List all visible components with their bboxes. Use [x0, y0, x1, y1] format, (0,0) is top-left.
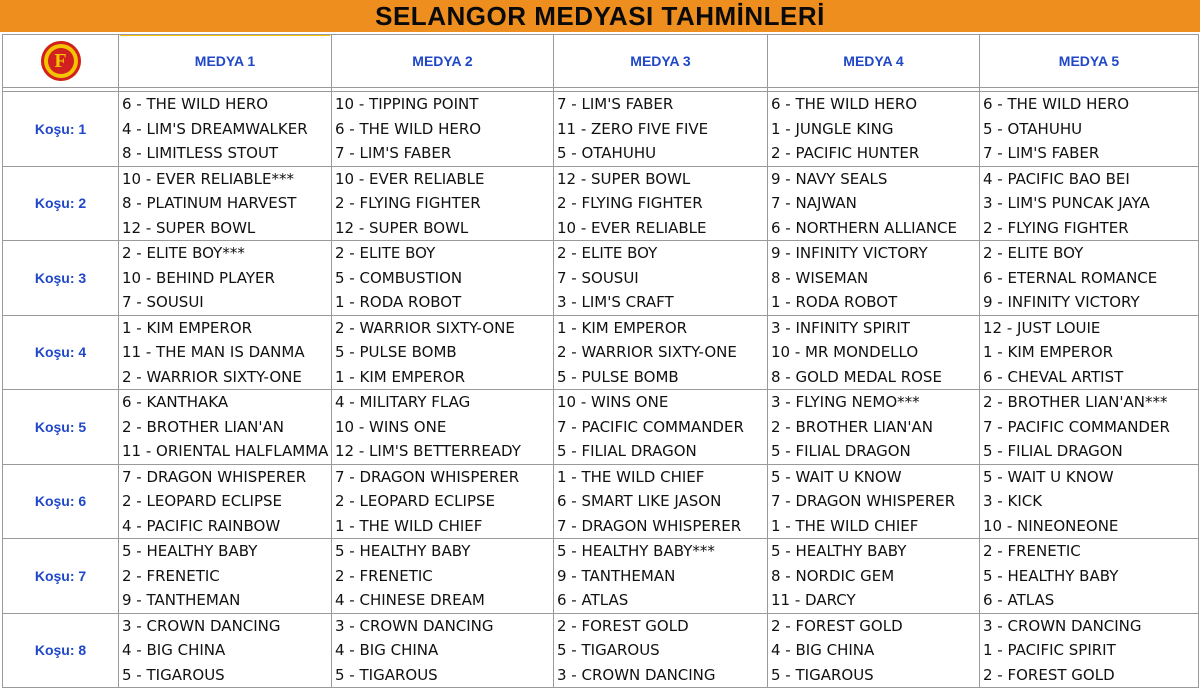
- horse-pick: 10 - BEHIND PLAYER: [122, 268, 275, 287]
- horse-pick: 6 - ETERNAL ROMANCE: [983, 268, 1158, 287]
- horse-pick: 1 - THE WILD CHIEF: [771, 516, 919, 535]
- horse-pick: 4 - BIG CHINA: [771, 641, 875, 659]
- column-header-medya-1: MEDYA 1: [119, 35, 332, 88]
- logo-cell: [3, 35, 119, 88]
- race-label: Koşu: 2: [3, 166, 119, 241]
- horse-pick: 1 - JUNGLE KING: [771, 119, 894, 138]
- prediction-cell-medya-2: [332, 166, 554, 241]
- prediction-cell-medya-4: [768, 92, 980, 167]
- horse-pick: 4 - BIG CHINA: [122, 641, 226, 659]
- horse-pick: 5 - TIGAROUS: [557, 641, 660, 659]
- horse-pick: 12 - JUST LOUIE: [983, 318, 1101, 337]
- horse-pick: 1 - THE WILD CHIEF: [335, 516, 483, 535]
- horse-pick: 9 - NAVY SEALS: [771, 169, 888, 188]
- prediction-cell-medya-4: [768, 613, 980, 688]
- horse-pick: 10 - MR MONDELLO: [771, 343, 919, 361]
- horse-pick: 9 - TANTHEMAN: [122, 591, 241, 609]
- horse-pick: 2 - FRENETIC: [122, 566, 220, 585]
- horse-pick: 3 - CROWN DANCING: [122, 616, 281, 635]
- horse-pick: 7 - PACIFIC COMMANDER: [557, 417, 744, 436]
- prediction-cell-medya-4: [768, 390, 980, 465]
- horse-pick: 6 - THE WILD HERO: [983, 95, 1130, 113]
- horse-pick: 3 - KICK: [983, 492, 1043, 510]
- prediction-cell-medya-5: [980, 241, 1199, 316]
- prediction-cell-medya-5: [980, 166, 1199, 241]
- horse-pick: 1 - KIM EMPEROR: [983, 343, 1114, 361]
- prediction-cell-medya-3: [554, 315, 768, 390]
- horse-pick: 5 - HEALTHY BABY: [335, 542, 471, 560]
- prediction-cell-medya-4: [768, 315, 980, 390]
- horse-pick: 4 - MILITARY FLAG: [335, 393, 471, 411]
- horse-pick: 1 - RODA ROBOT: [335, 293, 462, 311]
- horse-pick: 6 - ATLAS: [983, 591, 1055, 609]
- horse-pick: 5 - TIGAROUS: [122, 665, 225, 684]
- horse-pick: 7 - PACIFIC COMMANDER: [983, 417, 1170, 436]
- prediction-cell-medya-3: [554, 539, 768, 614]
- horse-pick: 2 - FLYING FIGHTER: [557, 194, 703, 212]
- horse-pick: 7 - DRAGON WHISPERER: [557, 516, 742, 535]
- horse-pick: 6 - SMART LIKE JASON: [557, 492, 722, 510]
- horse-pick: 7 - SOUSUI: [557, 268, 639, 287]
- horse-pick: 9 - TANTHEMAN: [557, 566, 676, 585]
- race-row: [3, 390, 1199, 465]
- horse-pick: 12 - SUPER BOWL: [335, 218, 469, 237]
- horse-pick: 2 - BROTHER LIAN'AN: [122, 417, 284, 436]
- prediction-cell-medya-4: [768, 464, 980, 539]
- horse-pick: 12 - SUPER BOWL: [557, 169, 691, 188]
- horse-pick: 6 - THE WILD HERO: [335, 119, 482, 138]
- horse-pick: 2 - WARRIOR SIXTY-ONE: [122, 367, 302, 386]
- prediction-cell-medya-2: [332, 92, 554, 167]
- race-row: [3, 539, 1199, 614]
- prediction-cell-medya-1: [119, 315, 332, 390]
- horse-pick: 7 - DRAGON WHISPERER: [122, 467, 307, 486]
- horse-pick: 9 - INFINITY VICTORY: [983, 293, 1140, 311]
- horse-pick: 5 - COMBUSTION: [335, 268, 463, 287]
- horse-pick: 2 - FOREST GOLD: [771, 616, 903, 635]
- horse-pick: 7 - LIM'S FABER: [557, 95, 674, 113]
- horse-pick: 2 - WARRIOR SIXTY-ONE: [335, 318, 515, 337]
- prediction-cell-medya-5: [980, 390, 1199, 465]
- horse-pick: 5 - WAIT U KNOW: [983, 467, 1114, 486]
- prediction-cell-medya-2: [332, 539, 554, 614]
- horse-pick: 2 - FRENETIC: [335, 566, 433, 585]
- prediction-cell-medya-2: [332, 613, 554, 688]
- horse-pick: 5 - TIGAROUS: [771, 665, 874, 684]
- prediction-cell-medya-3: [554, 166, 768, 241]
- race-label: Koşu: 3: [3, 241, 119, 316]
- race-row: [3, 613, 1199, 688]
- horse-pick: 5 - TIGAROUS: [335, 665, 438, 684]
- race-row: [3, 241, 1199, 316]
- horse-pick: 5 - HEALTHY BABY: [122, 542, 258, 560]
- horse-pick: 2 - LEOPARD ECLIPSE: [122, 492, 282, 510]
- horse-pick: 5 - HEALTHY BABY***: [557, 542, 715, 560]
- prediction-cell-medya-5: [980, 464, 1199, 539]
- horse-pick: 3 - LIM'S CRAFT: [557, 293, 674, 311]
- horse-pick: 2 - ELITE BOY: [557, 244, 658, 262]
- horse-pick: 3 - CROWN DANCING: [557, 665, 716, 684]
- horse-pick: 6 - ATLAS: [557, 591, 629, 609]
- prediction-cell-medya-3: [554, 390, 768, 465]
- prediction-cell-medya-3: [554, 464, 768, 539]
- horse-pick: 12 - SUPER BOWL: [122, 218, 256, 237]
- horse-pick: 7 - LIM'S FABER: [335, 144, 452, 162]
- horse-pick: 2 - ELITE BOY: [983, 244, 1084, 262]
- horse-pick: 3 - INFINITY SPIRIT: [771, 318, 910, 337]
- horse-pick: 3 - CROWN DANCING: [335, 616, 494, 635]
- horse-pick: 3 - CROWN DANCING: [983, 616, 1142, 635]
- race-label: Koşu: 7: [3, 539, 119, 614]
- prediction-cell-medya-4: [768, 539, 980, 614]
- horse-pick: 6 - THE WILD HERO: [771, 95, 918, 113]
- horse-pick: 2 - ELITE BOY: [335, 244, 436, 262]
- horse-pick: 7 - DRAGON WHISPERER: [335, 467, 520, 486]
- horse-pick: 2 - FLYING FIGHTER: [335, 194, 481, 212]
- horse-pick: 5 - OTAHUHU: [557, 144, 657, 162]
- horse-pick: 8 - WISEMAN: [771, 268, 869, 287]
- prediction-cell-medya-3: [554, 241, 768, 316]
- race-label: Koşu: 1: [3, 92, 119, 167]
- horse-pick: 11 - DARCY: [771, 591, 856, 609]
- horse-pick: 11 - ZERO FIVE FIVE: [557, 119, 709, 138]
- race-row: [3, 166, 1199, 241]
- horse-pick: 2 - FOREST GOLD: [983, 665, 1115, 684]
- horse-pick: 1 - PACIFIC SPIRIT: [983, 641, 1116, 659]
- prediction-cell-medya-5: [980, 613, 1199, 688]
- horse-pick: 2 - ELITE BOY***: [122, 244, 245, 262]
- horse-pick: 6 - CHEVAL ARTIST: [983, 367, 1124, 386]
- horse-pick: 10 - TIPPING POINT: [335, 95, 479, 113]
- horse-pick: 10 - WINS ONE: [557, 393, 669, 411]
- horse-pick: 2 - FOREST GOLD: [557, 616, 689, 635]
- horse-pick: 5 - PULSE BOMB: [557, 367, 679, 386]
- horse-pick: 11 - THE MAN IS DANMA: [122, 343, 305, 361]
- prediction-cell-medya-2: [332, 241, 554, 316]
- horse-pick: 8 - GOLD MEDAL ROSE: [771, 367, 942, 386]
- horse-pick: 5 - PULSE BOMB: [335, 343, 457, 361]
- prediction-cell-medya-1: [119, 539, 332, 614]
- horse-pick: 10 - NINEONEONE: [983, 516, 1119, 535]
- race-row: [3, 315, 1199, 390]
- horse-pick: 6 - NORTHERN ALLIANCE: [771, 218, 958, 237]
- horse-pick: 6 - THE WILD HERO: [122, 95, 269, 113]
- prediction-cell-medya-1: [119, 613, 332, 688]
- horse-pick: 10 - WINS ONE: [335, 417, 447, 436]
- race-row: [3, 464, 1199, 539]
- column-header-medya-3: MEDYA 3: [554, 35, 768, 88]
- horse-pick: 9 - INFINITY VICTORY: [771, 244, 928, 262]
- prediction-cell-medya-3: [554, 92, 768, 167]
- horse-pick: 6 - KANTHAKA: [122, 393, 229, 411]
- horse-pick: 10 - EVER RELIABLE: [335, 169, 485, 188]
- column-header-medya-5: MEDYA 5: [980, 35, 1199, 88]
- prediction-cell-medya-5: [980, 539, 1199, 614]
- horse-pick: 7 - LIM'S FABER: [983, 144, 1100, 162]
- horse-pick: 5 - FILIAL DRAGON: [557, 442, 697, 460]
- horse-pick: 12 - LIM'S BETTERREADY: [335, 442, 521, 460]
- column-header-medya-4: MEDYA 4: [768, 35, 980, 88]
- prediction-cell-medya-1: [119, 92, 332, 167]
- horse-pick: 5 - WAIT U KNOW: [771, 467, 902, 486]
- prediction-cell-medya-1: [119, 464, 332, 539]
- horse-pick: 5 - HEALTHY BABY: [771, 542, 907, 560]
- horse-pick: 3 - LIM'S PUNCAK JAYA: [983, 194, 1150, 212]
- horse-pick: 4 - PACIFIC RAINBOW: [122, 516, 281, 535]
- horse-pick: 5 - FILIAL DRAGON: [771, 442, 911, 460]
- prediction-cell-medya-2: [332, 390, 554, 465]
- horse-pick: 2 - BROTHER LIAN'AN***: [983, 393, 1168, 411]
- horse-pick: 8 - PLATINUM HARVEST: [122, 194, 297, 212]
- horse-pick: 2 - FRENETIC: [983, 542, 1081, 560]
- prediction-cell-medya-2: [332, 315, 554, 390]
- prediction-cell-medya-4: [768, 241, 980, 316]
- horse-pick: 7 - NAJWAN: [771, 194, 857, 212]
- horse-pick: 2 - WARRIOR SIXTY-ONE: [557, 343, 737, 361]
- horse-pick: 2 - BROTHER LIAN'AN: [771, 417, 933, 436]
- race-label: Koşu: 6: [3, 464, 119, 539]
- prediction-cell-medya-1: [119, 166, 332, 241]
- horse-pick: 2 - PACIFIC HUNTER: [771, 144, 920, 162]
- race-label: Koşu: 8: [3, 613, 119, 688]
- horse-pick: 7 - DRAGON WHISPERER: [771, 492, 956, 510]
- horse-pick: 5 - OTAHUHU: [983, 119, 1083, 138]
- prediction-cell-medya-5: [980, 315, 1199, 390]
- horse-pick: 5 - FILIAL DRAGON: [983, 442, 1123, 460]
- horse-pick: 10 - EVER RELIABLE***: [122, 169, 295, 188]
- horse-pick: 1 - KIM EMPEROR: [557, 318, 688, 337]
- prediction-cell-medya-5: [980, 92, 1199, 167]
- horse-pick: 5 - HEALTHY BABY: [983, 566, 1119, 585]
- horse-pick: 8 - LIMITLESS STOUT: [122, 144, 279, 162]
- race-row: [3, 92, 1199, 167]
- horse-pick: 4 - CHINESE DREAM: [335, 591, 485, 609]
- horse-pick: 4 - BIG CHINA: [335, 641, 439, 659]
- horse-pick: 11 - ORIENTAL HALFLAMMA: [122, 442, 329, 460]
- prediction-cell-medya-3: [554, 613, 768, 688]
- header-row: [3, 35, 1199, 88]
- race-label: Koşu: 4: [3, 315, 119, 390]
- horse-pick: 2 - LEOPARD ECLIPSE: [335, 492, 495, 510]
- horse-pick: 1 - KIM EMPEROR: [122, 318, 253, 337]
- prediction-cell-medya-2: [332, 464, 554, 539]
- horse-pick: 7 - SOUSUI: [122, 293, 204, 311]
- horse-pick: 4 - LIM'S DREAMWALKER: [122, 119, 308, 138]
- horse-pick: 1 - THE WILD CHIEF: [557, 467, 705, 486]
- horse-pick: 1 - KIM EMPEROR: [335, 367, 466, 386]
- column-header-medya-2: MEDYA 2: [332, 35, 554, 88]
- horse-racing-logo-icon: F: [41, 41, 81, 81]
- horse-pick: 4 - PACIFIC BAO BEI: [983, 169, 1130, 188]
- horse-pick: 1 - RODA ROBOT: [771, 293, 898, 311]
- race-label: Koşu: 5: [3, 390, 119, 465]
- prediction-cell-medya-1: [119, 241, 332, 316]
- predictions-table: [2, 34, 1199, 688]
- prediction-cell-medya-4: [768, 166, 980, 241]
- page-title: SELANGOR MEDYASI TAHMİNLERİ: [375, 1, 825, 31]
- horse-pick: 8 - NORDIC GEM: [771, 566, 895, 585]
- prediction-cell-medya-1: [119, 390, 332, 465]
- horse-pick: 10 - EVER RELIABLE: [557, 218, 707, 237]
- horse-pick: 3 - FLYING NEMO***: [771, 393, 920, 411]
- horse-pick: 2 - FLYING FIGHTER: [983, 218, 1129, 237]
